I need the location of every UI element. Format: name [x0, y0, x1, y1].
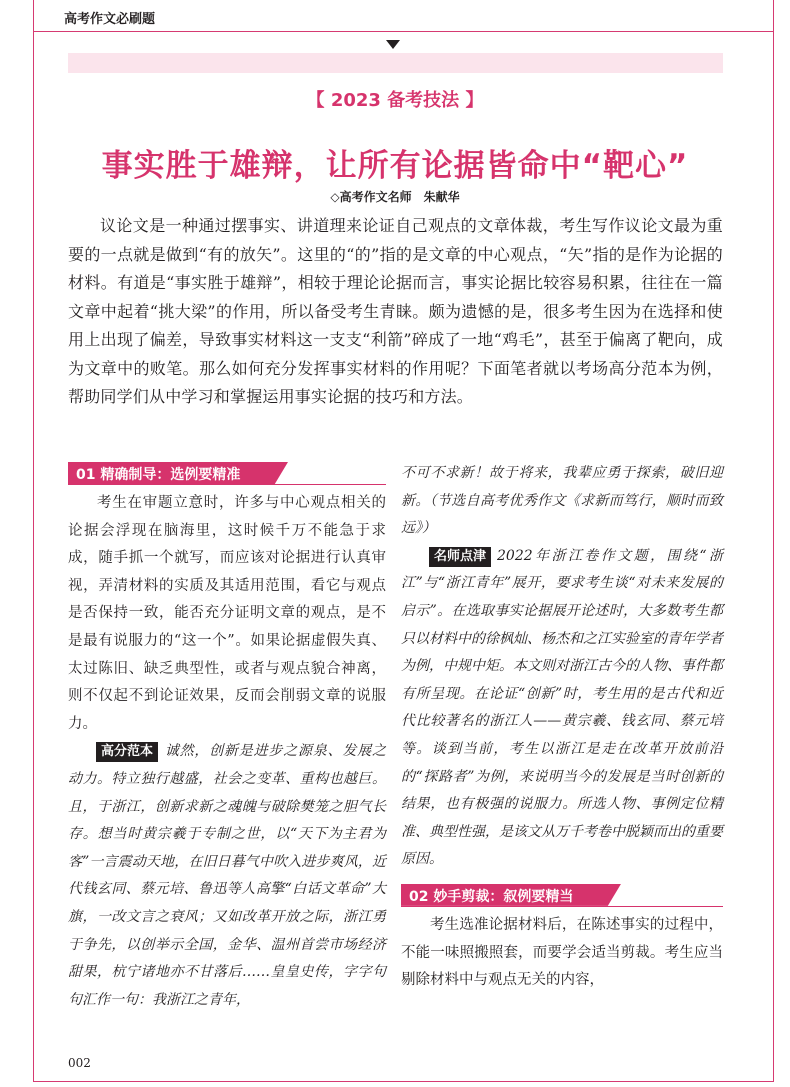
- sample-label: 高分范本: [96, 742, 158, 762]
- section1-body: 考生在审题立意时，许多与中心观点相关的论据会浮现在脑海里，这时候千万不能急于求成，随手抓一个就写，而应该对论据进行认真审视，弄清材料的实质及其适用范围，看它与观点是否保持一致，能否充分证明文章的观点，是不是最有说服力的“这一个”。如果论据虚假失真、太过陈旧、缺乏典型性，或者与观点貌合神离，则不仅起不到论证效果，反而会削弱文章的说服力。: [68, 495, 386, 732]
- section-tag: 【 2023 备考技法 】: [306, 90, 484, 111]
- intro-paragraph: 议论文是一种通过摆事实、讲道理来论证自己观点的文章体裁，考生写作议论文最为重要的一点就是做到“有的放矢”。这里的“的”指的是文章的中心观点，“矢”指的是作为论据的材料。有道是“事实胜于雄辩”，相较于理论论据而言，事实论据比较容易积累，往往在一篇文章中起着“挑大梁”的作用，所以备受考生青睐。颇为遗憾的是，很多考生因为在选择和使用上出现了偏差，导致事实材料这一支支“利箭”碎成了一地“鸡毛”，甚至于偏离了靶向，成为文章中的败笔。那么如何充分发挥事实材料的作用呢？下面笔者就以考场高分范本为例，帮助同学们从中学习和掌握运用事实论据的技巧和方法。: [68, 216, 723, 406]
- running-head: 高考作文必刷题: [64, 12, 156, 27]
- comment-paragraph: [401, 543, 723, 874]
- section-heading-02: [401, 884, 723, 906]
- sample-continued: 不可不求新！故于将来，我辈应勇于探索，破旧迎新。（节选自高考优秀作文《求新而笃行，顺时而致远》）: [401, 465, 723, 537]
- decorative-band: [68, 53, 723, 73]
- sample-text: 诚然，创新是进步之源泉、发展之动力。特立独行越盛，社会之变革、重构也越巨。且，于浙江，创新求新之魂魄与破除樊笼之胆气长存。想当时黄宗羲于专制之世，以“天下为主君为客”一言震动天地，在旧日暮气中吹入进步爽风，近代钱玄同、蔡元培、鲁迅等人高擎“白话文革命”大旗，一改文言之衰风；又如改革开放之际，浙江勇于争先，以创举示全国，金华、温州首尝市场经济甜果，杭宁诸地亦不甘落后……皇皇史传，字字句句汇作一句：我浙江之青年，: [68, 743, 386, 1008]
- left-column: [68, 462, 386, 1014]
- section2-body: 考生选准论据材料后，在陈述事实的过程中，不能一味照搬照套，而要学会适当剪裁。考生应当剔除材料中与观点无关的内容，: [401, 916, 723, 989]
- article-title: 事实胜于雄辩，让所有论据皆命中“靶心”: [101, 148, 689, 184]
- header-rule: [33, 31, 774, 32]
- right-column: [401, 460, 723, 995]
- section-heading-rule: [68, 484, 386, 485]
- byline: ◇高考作文名师 朱献华: [330, 190, 460, 204]
- comment-label: 名师点津: [429, 547, 491, 567]
- section-heading-label: 02 妙手剪裁：叙例要精当: [409, 888, 574, 905]
- triangle-down-icon: [386, 40, 400, 49]
- comment-text: 2022年浙江卷作文题，围绕“浙江”与“浙江青年”展开，要求考生谈“对未来发展的启示”。在选取事实论据展开论述时，大多数考生都只以材料中的徐枫灿、杨杰和之江实验室的青年学者为例，中规中矩。本文则对浙江古今的人物、事件都有所呈现。在论证“创新”时，考生用的是古代和近代比较著名的浙江人——黄宗羲、钱玄同、蔡元培等。谈到当前，考生以浙江是走在改革开放前沿的“探路者”为例，来说明当今的发展是当时创新的结果，也有极强的说服力。所选人物、事例定位精准、典型性强，是该文从万千考卷中脱颖而出的重要原因。: [401, 547, 723, 868]
- sample-paragraph: [68, 738, 386, 1014]
- section-heading-label: 01 精确制导：选例要精准: [76, 467, 241, 483]
- page-number: 002: [68, 1056, 91, 1070]
- section-heading-01: [68, 462, 386, 484]
- section-heading-rule: [401, 906, 723, 907]
